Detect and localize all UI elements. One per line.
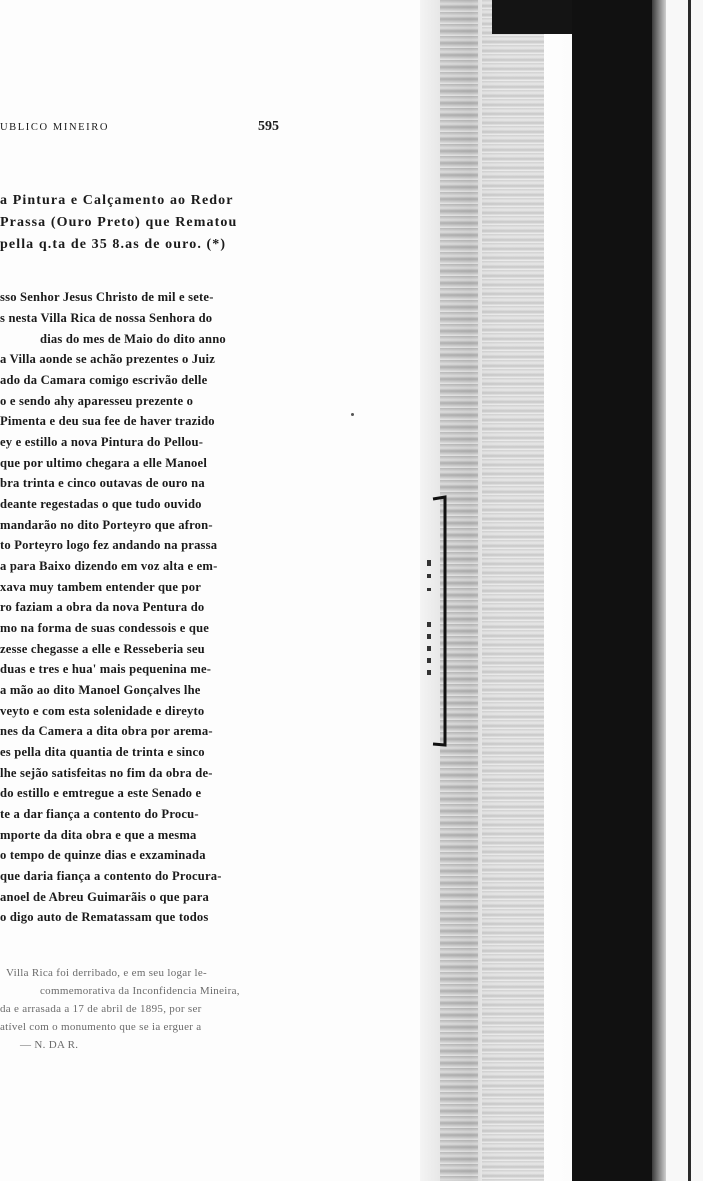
vertical-margin-marks: [424, 560, 434, 680]
gutter-shading: [482, 0, 544, 1181]
body-line: mo na forma de suas condessois e que: [0, 621, 210, 635]
body-line: duas e tres e hua' mais pequenina me-: [0, 662, 212, 676]
spine-highlight: [652, 0, 666, 1181]
scan-margin-rule: [688, 0, 691, 1181]
body-line: dias do mes de Maio do dito anno: [40, 332, 226, 346]
body-line: do estillo e emtregue a este Senado e: [0, 786, 202, 800]
body-line: te a dar fiança a contento do Procu-: [0, 807, 199, 821]
body-line: sso Senhor Jesus Christo de mil e sete-: [0, 290, 214, 304]
book-spine: [572, 0, 652, 1181]
body-line: o digo auto de Rematassam que todos: [0, 910, 209, 924]
body-line: mandarão no dito Porteyro que afron-: [0, 518, 213, 532]
dust-speck: [351, 413, 354, 416]
body-line: anoel de Abreu Guimarãis o que para: [0, 890, 209, 904]
running-head: UBLICO MINEIRO: [0, 122, 110, 133]
title-line: Prassa (Ouro Preto) que Rematou: [0, 215, 238, 230]
body-line: que por ultimo chegara a elle Manoel: [0, 456, 208, 470]
body-line: ro faziam a obra da nova Pentura do: [0, 600, 205, 614]
body-line: a mão ao dito Manoel Gonçalves lhe: [0, 683, 201, 697]
body-line: deante regestadas o que tudo ouvido: [0, 497, 202, 511]
body-line: s nesta Villa Rica de nossa Senhora do: [0, 311, 213, 325]
body-line: a Villa aonde se achão prezentes o Juiz: [0, 352, 216, 366]
body-line: a para Baixo dizendo em voz alta e em-: [0, 559, 218, 573]
body-line: to Porteyro logo fez andando na prassa: [0, 538, 218, 552]
body-line: veyto e com esta solenidade e direyto: [0, 704, 205, 718]
body-line: nes da Camera a dita obra por arema-: [0, 724, 213, 738]
footnote-line: Villa Rica foi derribado, e em seu logar le-: [6, 967, 207, 979]
title-line: pella q.ta de 35 8.as de ouro. (*): [0, 237, 227, 252]
footnote-line: da e arrasada a 17 de abril de 1895, por ser: [0, 1003, 202, 1015]
body-line: o e sendo ahy aparesseu prezente o: [0, 394, 194, 408]
title-line: a Pintura e Calçamento ao Redor: [0, 193, 234, 208]
body-line: que daria fiança a contento do Procura-: [0, 869, 222, 883]
footnote-line: commemorativa da Inconfidencia Mineira,: [40, 985, 240, 997]
body-line: ey e estillo a nova Pintura do Pellou-: [0, 435, 204, 449]
page-number: 595: [258, 119, 279, 134]
body-line: xava muy tambem entender que por: [0, 580, 202, 594]
body-line: zesse chegasse a elle e Resseberia seu: [0, 642, 205, 656]
body-line: Pimenta e deu sua fee de haver trazido: [0, 414, 215, 428]
body-line: mporte da dita obra e que a mesma: [0, 828, 197, 842]
footnote-line: atível com o monumento que se ia erguer a: [0, 1021, 202, 1033]
body-line: o tempo de quinze dias e exzaminada: [0, 848, 206, 862]
body-line: bra trinta e cinco outavas de ouro na: [0, 476, 205, 490]
footnote-line: — N. DA R.: [20, 1039, 79, 1051]
body-line: es pella dita quantia de trinta e sinco: [0, 745, 205, 759]
body-line: lhe sejão satisfeitas no fim da obra de-: [0, 766, 213, 780]
body-line: ado da Camara comigo escrivão delle: [0, 373, 208, 387]
